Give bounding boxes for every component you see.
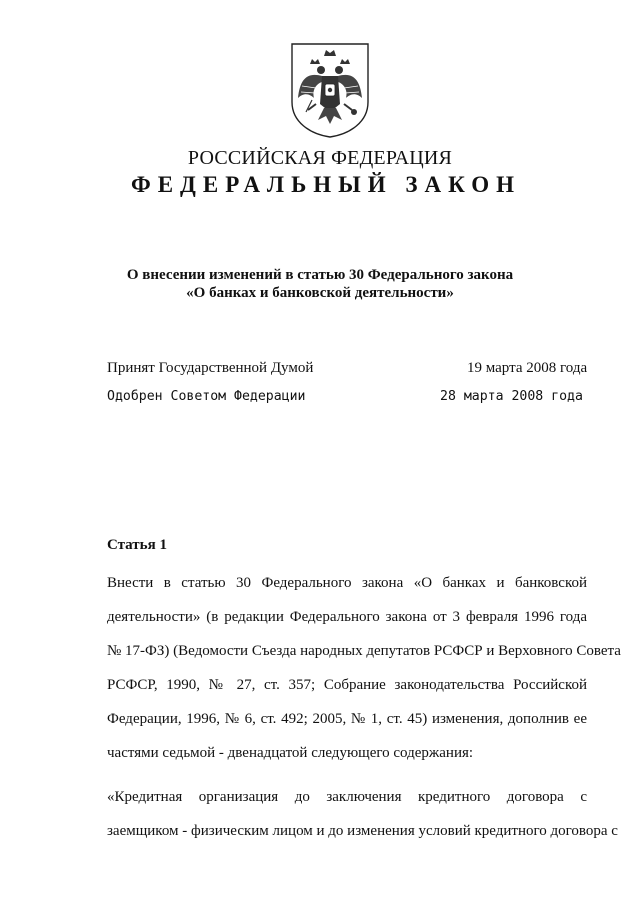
article-heading: Статья 1 [107,537,167,553]
adoption-council-label: Одобрен Советом Федерации [107,389,306,404]
coat-of-arms-icon [288,42,372,138]
paragraph-line: частями седьмой - двенадцатой следующего содержания: [107,745,474,761]
law-subject-line-2: «О банках и банковской деятельности» [186,285,454,301]
country-name: РОССИЙСКАЯ ФЕДЕРАЦИЯ [187,147,453,169]
paragraph-line: РСФСР, 1990, № 27, ст. 357; Собрание законодательства Российской [107,677,587,693]
adoption-duma-row [107,360,587,377]
paragraph-line: заемщиком - физическим лицом и до изменения условий кредитного договора с [107,823,618,839]
article-paragraph-1 [107,566,621,770]
paragraph-line: № 17-ФЗ) (Ведомости Съезда народных депутатов РСФСР и Верховного Совета [107,643,621,659]
law-type-title: ФЕДЕРАЛЬНЫЙ ЗАКОН [130,172,522,197]
adoption-duma-date: 19 марта 2008 года [467,360,588,376]
article-paragraph-2 [107,780,618,848]
adoption-council-date: 28 марта 2008 года [440,389,583,404]
law-subject-line-1: О внесении изменений в статью 30 Федерального закона [126,267,514,283]
adoption-council-row [107,389,587,404]
adoption-duma-label: Принят Государственной Думой [107,360,314,376]
paragraph-line: «Кредитная организация до заключения кредитного договора с [107,789,587,805]
paragraph-line: Внести в статью 30 Федерального закона «О банках и банковской [107,575,587,591]
paragraph-line: деятельности» (в редакции Федерального закона от 3 февраля 1996 года [107,609,587,625]
law-subject [0,266,640,302]
paragraph-line: Федерации, 1996, № 6, ст. 492; 2005, № 1, ст. 45) изменения, дополнив ее [107,711,587,727]
